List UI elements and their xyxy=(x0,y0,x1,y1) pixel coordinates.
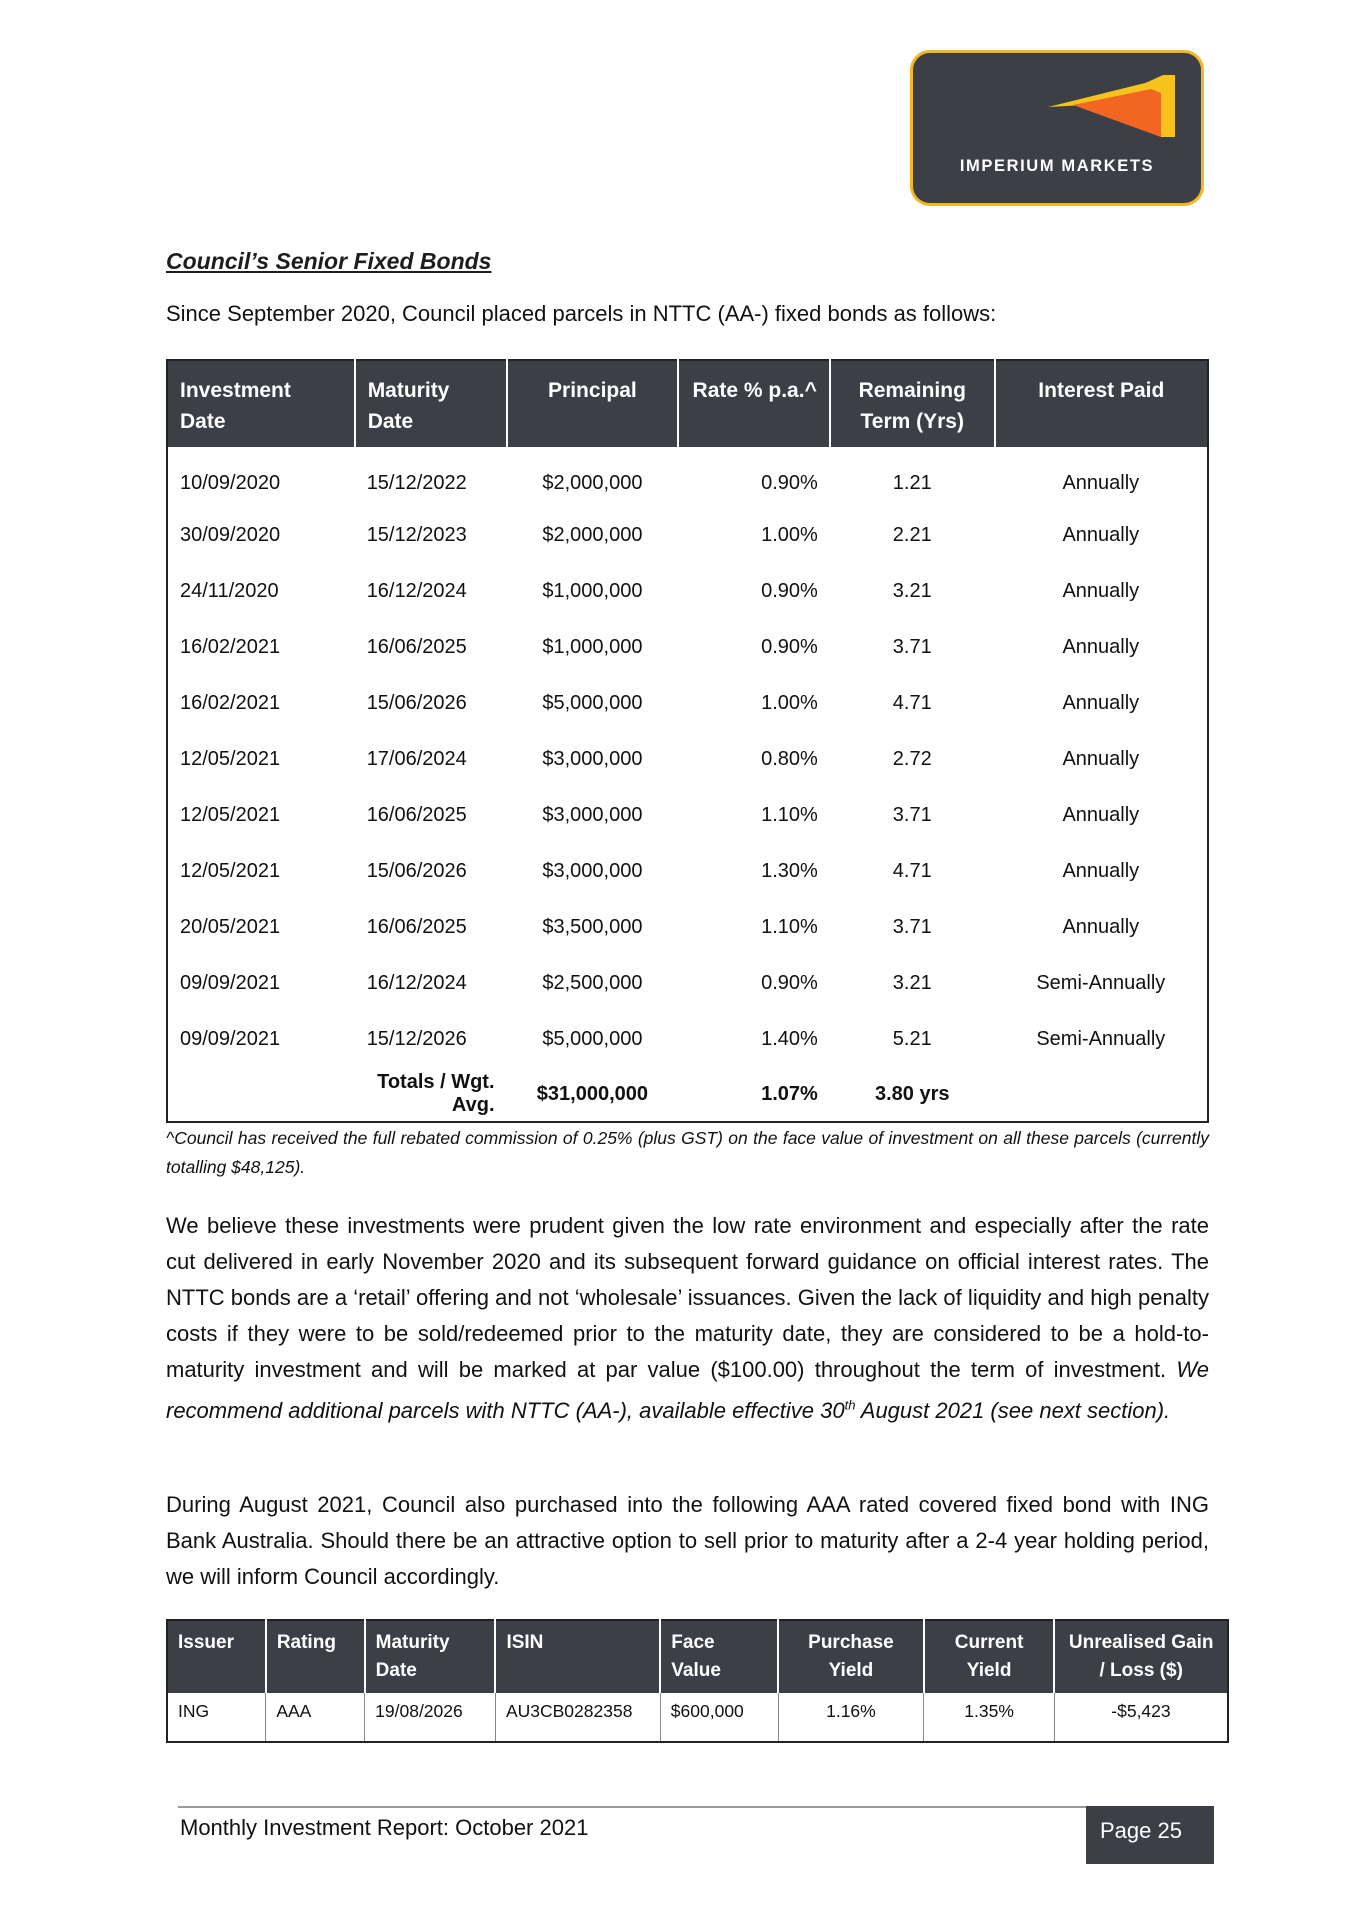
col-face-value: Face Value xyxy=(660,1620,778,1693)
col-isin: ISIN xyxy=(495,1620,660,1693)
remaining-term-cell: 3.71 xyxy=(892,635,932,658)
principal-cell: $2,500,000 xyxy=(542,971,643,994)
investment-date-cell: 20/05/2021 xyxy=(180,915,281,938)
totals-row xyxy=(167,1067,1208,1122)
maturity-date-cell: 15/06/2026 xyxy=(366,691,467,714)
rate-cell: 0.90% xyxy=(761,971,818,994)
rate-cell: 0.80% xyxy=(761,747,818,770)
page-number: Page 25 xyxy=(1086,1806,1214,1864)
investment-date-cell: 16/02/2021 xyxy=(180,691,281,714)
footer-report-title: Monthly Investment Report: October 2021 xyxy=(180,1815,589,1840)
col-remaining-term: Remaining Term (Yrs) xyxy=(830,360,995,447)
table-row xyxy=(167,843,1208,899)
maturity-date-cell: 15/12/2023 xyxy=(366,523,467,546)
principal-cell: $5,000,000 xyxy=(542,691,643,714)
maturity-date-cell: 16/06/2025 xyxy=(366,915,467,938)
principal-cell: $3,000,000 xyxy=(542,859,643,882)
investment-date-cell: 16/02/2021 xyxy=(180,635,281,658)
maturity-date-cell: 15/12/2022 xyxy=(366,471,467,494)
principal-cell: $5,000,000 xyxy=(542,1027,643,1050)
rate-cell: 1.40% xyxy=(761,1027,818,1050)
issuer-cell: ING xyxy=(178,1701,210,1721)
table-row xyxy=(167,619,1208,675)
current-yield-cell: 1.35% xyxy=(924,1693,1055,1742)
rate-cell: 0.90% xyxy=(761,635,818,658)
table-row xyxy=(167,675,1208,731)
weighted-avg-term: 3.80 yrs xyxy=(874,1082,950,1105)
ing-header-row xyxy=(167,1620,1228,1693)
weighted-avg-rate: 1.07% xyxy=(761,1082,818,1105)
interest-paid-cell: Annually xyxy=(1062,859,1140,882)
remaining-term-cell: 4.71 xyxy=(892,859,932,882)
col-rate: Rate % p.a.^ xyxy=(678,360,830,447)
rate-cell: 1.00% xyxy=(761,691,818,714)
principal-cell: $3,500,000 xyxy=(542,915,643,938)
investment-date-cell: 12/05/2021 xyxy=(180,747,281,770)
col-maturity-date: Maturity Date xyxy=(355,360,507,447)
rate-cell: 1.00% xyxy=(761,523,818,546)
interest-paid-cell: Annually xyxy=(1062,579,1140,602)
rationale-text: We believe these investments were prudent given the low rate environment and especially after the rate cut delivered in early November 2020 and its subsequent forward guidance on official interest rates. The NTTC bonds are a ‘retail’ offering and not ‘wholesale’ issuances. Given the lack of liquidity and high penalty costs if they were to be sold/redeemed prior to the maturity date, they are considered to be a hold-to-maturity investment and will be marked at par value ($100.00) throughout the term of investment. xyxy=(166,1213,1209,1382)
total-principal: $31,000,000 xyxy=(536,1082,649,1105)
principal-cell: $2,000,000 xyxy=(542,471,643,494)
col-investment-date: Investment Date xyxy=(167,360,355,447)
col-purchase-yield: Purchase Yield xyxy=(778,1620,924,1693)
interest-paid-cell: Annually xyxy=(1062,471,1140,494)
remaining-term-cell: 2.72 xyxy=(892,747,932,770)
remaining-term-cell: 2.21 xyxy=(892,523,932,546)
col-principal: Principal xyxy=(507,360,679,447)
ing-purchase-paragraph: During August 2021, Council also purchased into the following AAA rated covered fixed bond with ING Bank Australia. Should there be an attractive option to sell prior to maturity after a 2-4 year holding period, we will inform Council accordingly. xyxy=(166,1492,1209,1589)
investment-date-cell: 24/11/2020 xyxy=(180,579,279,602)
table-row xyxy=(167,1011,1208,1067)
totals-blank xyxy=(995,1067,1208,1122)
ing-covered-bond-table xyxy=(166,1619,1229,1743)
commission-footnote: ^Council has received the full rebated commission of 0.25% (plus GST) on the face value of investment on all these parcels (currently totalling $48,125). xyxy=(166,1128,1209,1177)
col-current-yield: Current Yield xyxy=(924,1620,1055,1693)
principal-cell: $3,000,000 xyxy=(542,803,643,826)
remaining-term-cell: 3.71 xyxy=(892,803,932,826)
col-issuer: Issuer xyxy=(167,1620,266,1693)
interest-paid-cell: Annually xyxy=(1062,915,1140,938)
interest-paid-cell: Annually xyxy=(1062,803,1140,826)
table-header-row xyxy=(167,360,1208,447)
maturity-date-cell: 15/06/2026 xyxy=(366,859,467,882)
rate-cell: 1.10% xyxy=(761,915,818,938)
rating-cell: AAA xyxy=(266,1693,365,1742)
col-interest-paid: Interest Paid xyxy=(995,360,1208,447)
table-row xyxy=(167,955,1208,1011)
logo-text: IMPERIUM MARKETS xyxy=(959,157,1155,175)
purchase-yield-cell: 1.16% xyxy=(778,1693,924,1742)
recommendation-text: We recommend additional parcels with NTTC (AA-), available effective 30th August 2021 (see next section). xyxy=(166,1357,1209,1424)
table-row xyxy=(167,899,1208,955)
footer-divider xyxy=(178,1806,1086,1808)
rate-cell: 0.90% xyxy=(761,471,818,494)
investment-date-cell: 12/05/2021 xyxy=(180,803,281,826)
remaining-term-cell: 4.71 xyxy=(892,691,932,714)
maturity-date-cell: 16/06/2025 xyxy=(366,803,467,826)
senior-fixed-bonds-table xyxy=(166,359,1209,1123)
maturity-date-cell: 16/12/2024 xyxy=(366,579,467,602)
principal-cell: $1,000,000 xyxy=(542,579,643,602)
principal-cell: $1,000,000 xyxy=(542,635,643,658)
investment-date-cell: 09/09/2021 xyxy=(180,1027,281,1050)
totals-label: Totals / Wgt. Avg. xyxy=(377,1071,495,1116)
investment-date-cell: 10/09/2020 xyxy=(180,471,281,494)
maturity-date-cell: 15/12/2026 xyxy=(366,1027,467,1050)
logo-arrow-icon xyxy=(913,53,1201,153)
isin-cell: AU3CB0282358 xyxy=(495,1693,660,1742)
remaining-term-cell: 5.21 xyxy=(892,1027,932,1050)
interest-paid-cell: Annually xyxy=(1062,691,1140,714)
table-row xyxy=(167,1693,1228,1742)
investment-date-cell: 09/09/2021 xyxy=(180,971,281,994)
interest-paid-cell: Semi-Annually xyxy=(1036,1027,1166,1050)
investment-rationale-paragraph xyxy=(166,1208,1209,1429)
face-value-cell: $600,000 xyxy=(660,1693,778,1742)
interest-paid-cell: Semi-Annually xyxy=(1036,971,1166,994)
investment-date-cell: 30/09/2020 xyxy=(180,523,281,546)
interest-paid-cell: Annually xyxy=(1062,747,1140,770)
imperium-markets-logo xyxy=(910,50,1204,206)
investment-date-cell: 12/05/2021 xyxy=(180,859,281,882)
rate-cell: 1.30% xyxy=(761,859,818,882)
section-title: Council’s Senior Fixed Bonds xyxy=(166,248,492,274)
table-row xyxy=(167,507,1208,563)
maturity-date-cell: 16/06/2025 xyxy=(366,635,467,658)
interest-paid-cell: Annually xyxy=(1062,635,1140,658)
remaining-term-cell: 3.21 xyxy=(892,579,932,602)
table-row xyxy=(167,447,1208,507)
maturity-date-cell: 17/06/2024 xyxy=(366,747,467,770)
interest-paid-cell: Annually xyxy=(1062,523,1140,546)
principal-cell: $3,000,000 xyxy=(542,747,643,770)
gain-loss-cell: -$5,423 xyxy=(1054,1693,1228,1742)
maturity-cell: 19/08/2026 xyxy=(365,1693,496,1742)
remaining-term-cell: 3.71 xyxy=(892,915,932,938)
rate-cell: 1.10% xyxy=(761,803,818,826)
table-row xyxy=(167,787,1208,843)
totals-spacer xyxy=(167,1067,355,1122)
table-row xyxy=(167,563,1208,619)
col-unrealised-gain-loss: Unrealised Gain / Loss ($) xyxy=(1054,1620,1228,1693)
col-maturity-date: Maturity Date xyxy=(365,1620,496,1693)
remaining-term-cell: 1.21 xyxy=(892,471,932,494)
rate-cell: 0.90% xyxy=(761,579,818,602)
table-row xyxy=(167,731,1208,787)
col-rating: Rating xyxy=(266,1620,365,1693)
intro-text: Since September 2020, Council placed parcels in NTTC (AA-) fixed bonds as follows: xyxy=(166,301,997,326)
maturity-date-cell: 16/12/2024 xyxy=(366,971,467,994)
principal-cell: $2,000,000 xyxy=(542,523,643,546)
remaining-term-cell: 3.21 xyxy=(892,971,932,994)
